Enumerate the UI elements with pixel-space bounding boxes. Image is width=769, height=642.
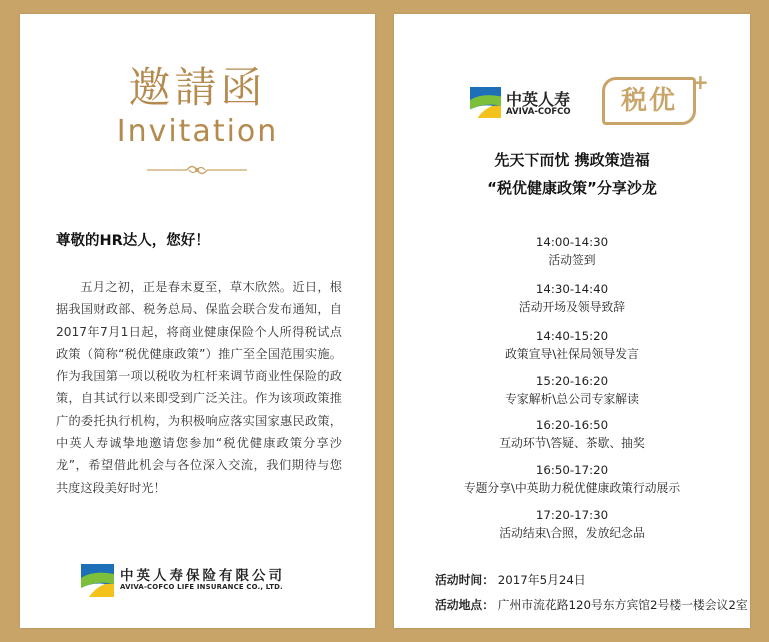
shuiyou-badge: 税优 [602,77,696,125]
agenda-time: 16:20-16:50 [535,418,609,432]
event-time-label: 活动时间： [435,573,494,587]
greeting: 尊敬的HR达人，您好！ [56,233,210,249]
plus-icon: + [692,70,709,94]
aviva-cofco-logo-icon [470,87,501,118]
invitation-body: 五月之初，正是春末夏至，草木欣然。近日，根据我国财政部、税务总局、保监会联合发布通知，自2017年7月1日起，将商业健康保险个人所得税试点政策（简称“税优健康政策”）推广至全国范围实施。作为我国第一项以税收为杠杆来调节商业性保险的政策，自其试行以来即受到广泛关注。作为该项政策推广的委托执行机构，为积极响应落实国家惠民政策，中英人寿诚挚地邀请您参加“税优健康政策分享沙龙”，希望借此机会与各位深入交流，我们期待与您共度这段美好时光！ [56,280,342,495]
ornament-divider-icon [147,160,247,180]
agenda-item [394,328,750,362]
event-place-label: 活动地点： [435,598,494,612]
agenda-time: 14:40-15:20 [535,329,609,343]
event-time-value: 2017年5月24日 [497,573,586,587]
agenda-desc: 政策宣导\社保局领导发言 [505,347,639,361]
invitation-title-cn: 邀請函 [128,63,267,112]
agenda-desc: 活动签到 [548,253,596,267]
agenda-time: 14:00-14:30 [535,235,609,249]
company-name-cn: 中英人寿保险有限公司 [120,568,285,584]
agenda-desc: 活动开场及领导致辞 [518,300,626,314]
company-logo-small [470,84,580,124]
agenda-desc: 互动环节\答疑、茶歇、抽奖 [499,436,645,450]
event-place-value: 广州市流花路120号东方宾馆2号楼一楼会议2室 [497,598,748,612]
aviva-cofco-logo-icon [81,564,114,597]
invitation-title-en: Invitation [116,114,279,149]
headline-event-title: “税优健康政策”分享沙龙 [487,179,657,197]
headline-slogan: 先天下而忧 携政策造福 [494,151,650,169]
agenda-card [394,14,750,628]
company-logo [81,562,321,598]
agenda-item [394,462,750,496]
agenda-time: 15:20-16:20 [535,374,609,388]
company-name-en: AVIVA-COFCO [506,107,571,117]
company-name-en: AVIVA-COFCO LIFE INSURANCE CO., LTD. [120,583,283,591]
agenda-time: 16:50-17:20 [535,463,609,477]
agenda-desc: 专题分享\中英助力税优健康政策行动展示 [463,481,681,495]
company-name-cn: 中英人寿 [506,90,571,109]
agenda-item [394,281,750,315]
event-time-row [435,571,586,588]
agenda-item [394,373,750,407]
invitation-card [20,14,375,628]
agenda-item [394,234,750,268]
agenda-time: 17:20-17:30 [535,508,609,522]
event-place-row [435,596,748,613]
agenda-item [394,507,750,541]
agenda-desc: 专家解析\总公司专家解读 [505,392,639,406]
agenda-time: 14:30-14:40 [535,282,609,296]
agenda-item [394,417,750,451]
agenda-desc: 活动结束\合照，发放纪念品 [499,526,645,540]
